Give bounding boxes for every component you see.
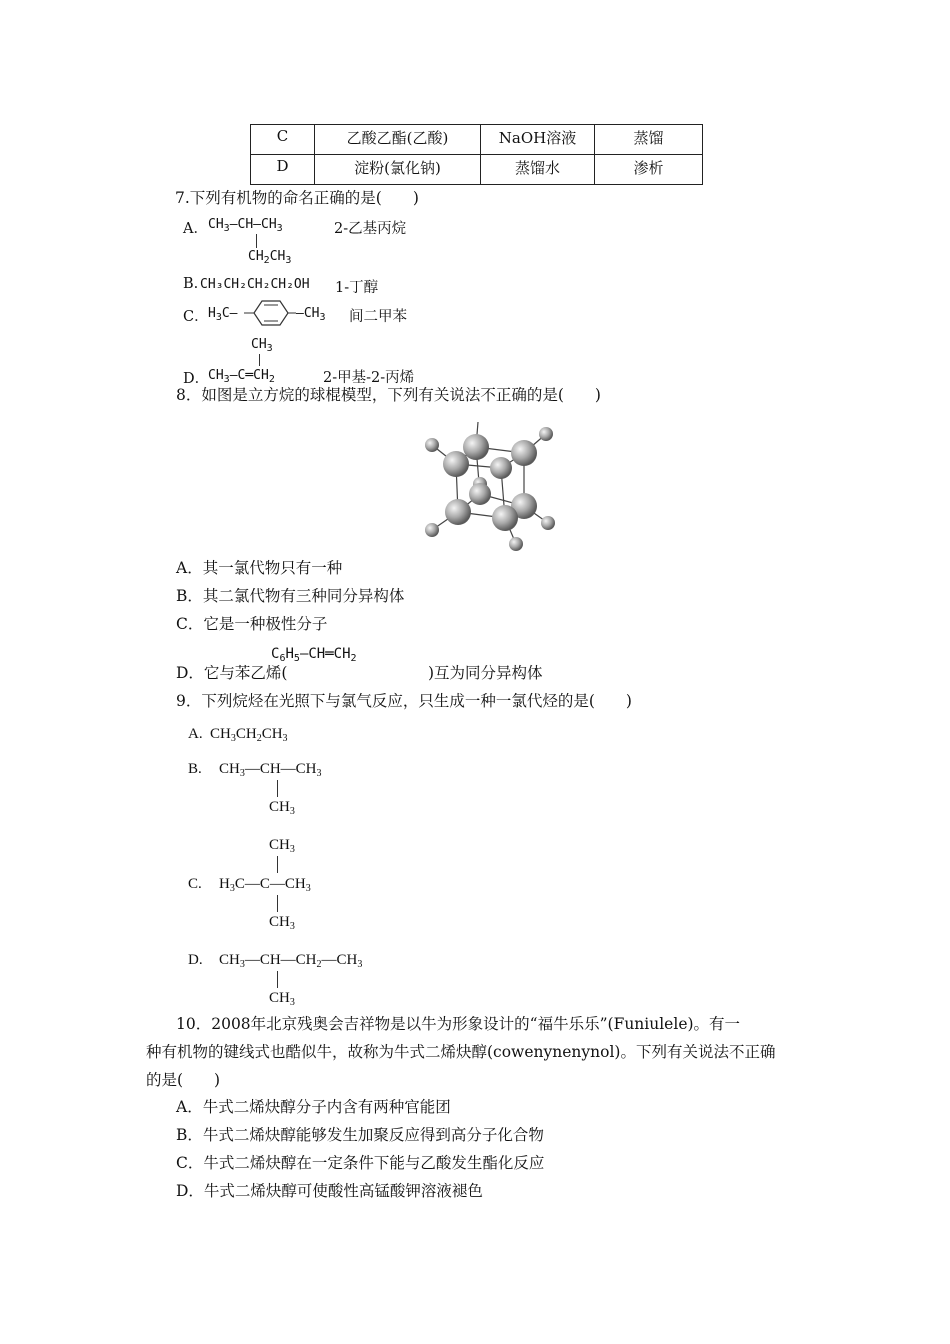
q7-d-formula: $CH_3—C═CH_2$ bbox=[208, 368, 275, 385]
q9-option-a-label: A. bbox=[188, 726, 203, 742]
q8-option-c: C．它是一种极性分子 bbox=[176, 615, 328, 633]
q7-option-c-name: 间二甲苯 bbox=[349, 309, 407, 325]
q10-option-c: C．牛式二烯炔醇在一定条件下能与乙酸发生酯化反应 bbox=[176, 1154, 545, 1172]
q9-stem: 9．下列烷烃在光照下与氯气反应，只生成一种一氯代烃的是( ) bbox=[176, 692, 632, 710]
q9-option-c-label: C. bbox=[188, 876, 202, 892]
bond-line bbox=[277, 971, 278, 988]
q8-option-b: B．其二氯代物有三种同分异构体 bbox=[176, 587, 405, 605]
q9-option-c-top: $CH_3$ bbox=[269, 837, 295, 855]
q10-option-a: A．牛式二烯炔醇分子内含有两种官能团 bbox=[176, 1098, 451, 1116]
substance-cell: 乙酸乙酯(乙酸) bbox=[346, 129, 449, 147]
bond-line bbox=[256, 234, 257, 248]
hydrogen-atoms bbox=[425, 427, 555, 551]
q9-option-b-branch: $CH_3$ bbox=[269, 799, 295, 817]
q7-d-methyl: $CH_3$ bbox=[251, 337, 273, 354]
method-cell: 渗析 bbox=[633, 159, 664, 177]
q7-option-b-label: B. bbox=[183, 276, 199, 292]
q10-stem-line1: 10．2008年北京残奥会吉祥物是以牛为形象设计的“福牛乐乐”(Funiulele)。有一 bbox=[176, 1015, 741, 1033]
q9-option-d-formula: $CH_3—CH—CH_2—CH_3$ bbox=[219, 952, 363, 970]
q7-a-branch: $CH_2CH_3$ bbox=[248, 249, 292, 266]
method-cell: 蒸馏 bbox=[633, 129, 664, 147]
bond-line bbox=[259, 354, 260, 366]
q7-option-b-name: 1-丁醇 bbox=[335, 280, 379, 296]
q7-b-formula: CH₃CH₂CH₂CH₂OH bbox=[200, 277, 310, 292]
q9-option-c-bottom: $CH_3$ bbox=[269, 914, 295, 932]
substance-cell: 淀粉(氯化钠) bbox=[354, 159, 441, 177]
separation-table bbox=[250, 124, 703, 185]
row-label: D bbox=[276, 157, 289, 175]
q7-option-a-label: A． bbox=[183, 221, 208, 237]
cubane-ball-stick-model bbox=[418, 422, 566, 556]
styrene-formula: $C_6H_5—CH═CH_2$ bbox=[271, 646, 357, 664]
q7-a-formula: $CH_3—CH—CH_3$ bbox=[208, 217, 283, 234]
table-row bbox=[251, 155, 703, 185]
bond-line bbox=[277, 895, 278, 912]
q8-option-d-post: )互为同分异构体 bbox=[428, 664, 543, 682]
q9-option-b-formula: $CH_3—CH—CH_3$ bbox=[219, 761, 322, 779]
q7-c-right: $—CH_3$ bbox=[296, 306, 326, 323]
q7-option-c-label: C． bbox=[183, 309, 209, 325]
q8-option-d-pre: D．它与苯乙烯( bbox=[176, 664, 288, 682]
q9-option-a-formula: $CH_3CH_2CH_3$ bbox=[210, 726, 288, 744]
reagent-cell: NaOH溶液 bbox=[498, 129, 577, 147]
q7-option-d-label: D． bbox=[183, 371, 210, 387]
q7-option-d-name: 2-甲基-2-丙烯 bbox=[323, 370, 415, 386]
bond-line bbox=[277, 856, 278, 873]
q9-option-c-formula: $H_3C—C—CH_3$ bbox=[219, 876, 311, 894]
q8-stem: 8．如图是立方烷的球棍模型，下列有关说法不正确的是( ) bbox=[176, 386, 601, 404]
row-label: C bbox=[276, 127, 289, 145]
q9-option-d-branch: $CH_3$ bbox=[269, 990, 295, 1008]
q7-stem: 7.下列有机物的命名正确的是( ) bbox=[175, 189, 419, 207]
bond-line bbox=[277, 780, 278, 797]
table-row bbox=[251, 125, 703, 155]
q10-option-b: B．牛式二烯炔醇能够发生加聚反应得到高分子化合物 bbox=[176, 1126, 544, 1144]
q10-stem-line3: 的是( ) bbox=[146, 1071, 221, 1089]
reagent-cell: 蒸馏水 bbox=[514, 159, 560, 177]
q10-stem-line2: 种有机物的键线式也酷似牛，故称为牛式二烯炔醇(cowenynenynol)。下列有关说法不正确 bbox=[146, 1043, 776, 1061]
benzene-ring-icon bbox=[244, 298, 296, 328]
q9-option-b-label: B. bbox=[188, 761, 202, 777]
q10-option-d: D．牛式二烯炔醇可使酸性高锰酸钾溶液褪色 bbox=[176, 1182, 483, 1200]
q7-c-left: $H_3C—$ bbox=[208, 306, 238, 323]
q8-option-a: A．其一氯代物只有一种 bbox=[176, 559, 343, 577]
q7-option-a-name: 2-乙基丙烷 bbox=[334, 221, 407, 237]
q9-option-d-label: D. bbox=[188, 952, 203, 968]
